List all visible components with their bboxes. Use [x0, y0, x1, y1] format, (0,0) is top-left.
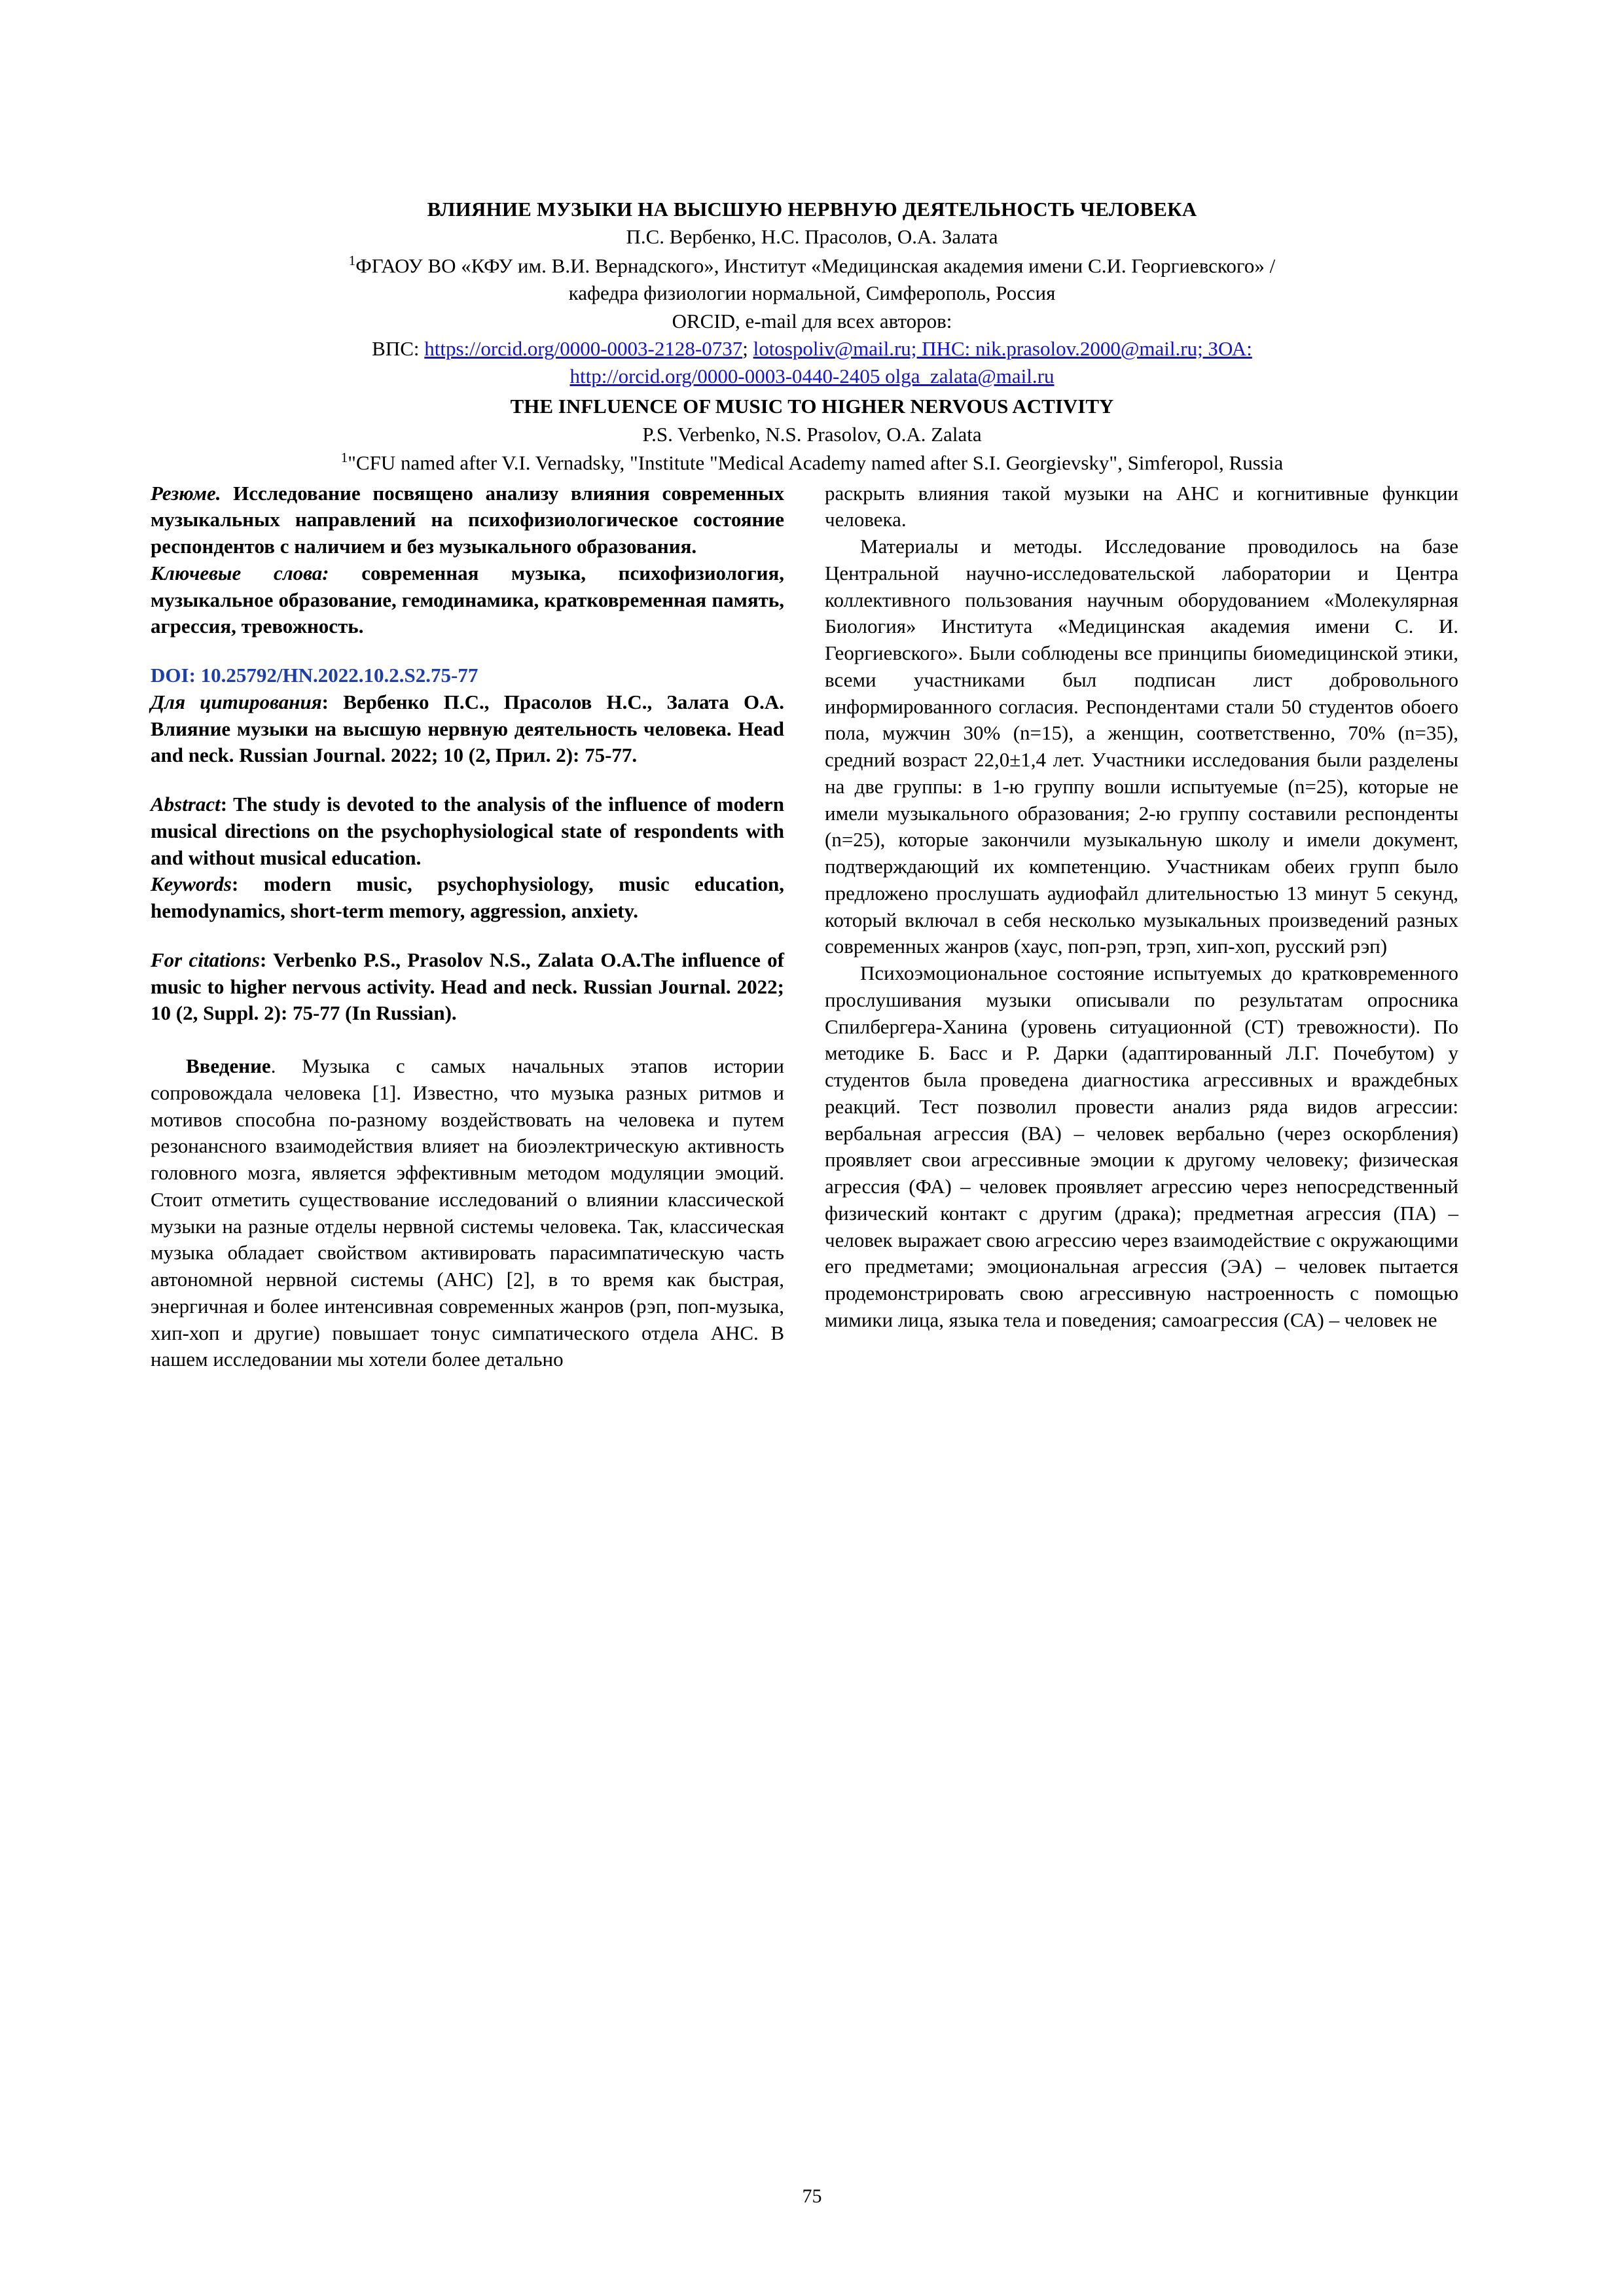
- keywords-ru-text: современная музыка, психофизиология, музыкальное образование, гемодинамика, кратковременная память, агрессия, тревожность.: [151, 561, 785, 638]
- two-column-body: [151, 480, 1473, 1374]
- right-paragraph-continuation: раскрыть влияния такой музыки на АНС и когнитивные функции человека.: [825, 481, 1458, 531]
- resume-label: Резюме.: [151, 481, 221, 505]
- affiliation-en-text: "CFU named after V.I. Vernadsky, "Institute "Medical Academy named after S.I. Georgievsky", Simferopol, Russia: [348, 451, 1284, 475]
- citation-ru-paragraph: [151, 689, 784, 769]
- citation-en-text: : Verbenko P.S., Prasolov N.S., Zalata O.A.The influence of music to higher nervous activity. Head and neck. Russian Journal. 2022; 10 (2, Suppl. 2): 75-77 (In Russian).: [151, 948, 784, 1025]
- right-column: [825, 480, 1458, 1334]
- affiliation-ru-line1: ФГАОУ ВО «КФУ им. В.И. Вернадского», Институт «Медицинская академия имени С.И. Георгиевского» /: [355, 253, 1276, 277]
- article-header: [151, 196, 1473, 476]
- page-number: 75: [802, 2185, 822, 2207]
- psychoemotional-paragraph: Психоэмоциональное состояние испытуемых до кратковременного прослушивания музыки описывали по результатам опросника Спилбергера-Ханина (уровень ситуационной (СТ) тревожности). По методике Б. Басс и Р. Дарки (адаптированный Л.Г. Почебутом) у студентов была проведена диагностика агрессивных и враждебных реакций. Тест позволил провести анализ ряда видов агрессии: вербальная агрессия (ВА) – человек вербально (через оскорбления) проявляет свои агрессивные эмоции к другому человеку; физическая агрессия (ФА) – человек проявляет агрессию через непосредственный физический контакт с другим (драка); предметная агрессия (ПА) – человек выражает свою агрессию через взаимодействие с окружающими его предметами; эмоциональная агрессия (ЭА) – человек пытается продемонстрировать свою агрессивную настроенность с помощью мимики лица, языка тела и поведения; самоагрессия (СА) – человек не: [825, 961, 1458, 1331]
- methods-label: Материалы и методы.: [860, 535, 1083, 558]
- spacer: [151, 640, 784, 662]
- keywords-ru-paragraph: [151, 560, 784, 640]
- resume-paragraph: [151, 480, 784, 560]
- orcid-separator: ;: [742, 336, 753, 360]
- orcid-label: ORCID, e-mail для всех авторов:: [672, 309, 952, 332]
- abstract-text: : The study is devoted to the analysis of the influence of modern musical directions on the psychophysiological state of respondents with and without musical education.: [151, 793, 784, 869]
- orcid-link-zalata[interactable]: http://orcid.org/0000-0003-0440-2405 olga_zalata@mail.ru: [569, 365, 1055, 388]
- email-links[interactable]: lotospoliv@mail.ru; ПНС: nik.prasolov.2000@mail.ru; ЗОА:: [753, 336, 1252, 360]
- affiliation-en-superscript: 1: [340, 450, 348, 465]
- orcid-prefix: ВПС:: [372, 336, 425, 360]
- page-title: ВЛИЯНИЕ МУЗЫКИ НА ВЫСШУЮ НЕРВНУЮ ДЕЯТЕЛЬНОСТЬ ЧЕЛОВЕКА: [427, 198, 1197, 221]
- resume-text: Исследование посвящено анализу влияния современных музыкальных направлений на психофизиологическое состояние респондентов с наличием и без музыкального образования.: [151, 481, 784, 558]
- affiliation-ru-line2: кафедра физиологии нормальной, Симферополь, Россия: [568, 281, 1056, 305]
- keywords-en-label: Keywords: [151, 872, 232, 896]
- spacer: [151, 925, 784, 947]
- citation-en-label: For citations: [151, 948, 261, 971]
- keywords-en-text: : modern music, psychophysiology, music education, hemodynamics, short-term memory, aggression, anxiety.: [151, 872, 784, 923]
- spacer: [151, 1027, 784, 1053]
- introduction-label: Введение: [186, 1054, 271, 1078]
- introduction-paragraph: [151, 1053, 784, 1373]
- methods-text: Исследование проводилось на базе Центральной научно-исследовательской лаборатории и Центра коллективного пользования научным оборудованием «Молекулярная Биология» Института «Медицинская академия имени С. И. Георгиевского». Были соблюдены все принципы биомедицинской этики, всеми участниками был подписан лист добровольного информированного согласия. Респондентами стали 50 студентов обоего пола, мужчин 30% (n=15), а женщин, соответственно, 70% (n=35), средний возраст 22,0±1,4 лет. Участники исследования были разделены на две группы: в 1-ю группу вошли испытуемые (n=25), которые не имели музыкального образования; 2-ю группу составили респонденты (n=25), которые закончили музыкальную школу и имели документ, подтверждающий их компетенцию. Участникам обеих групп было предложено прослушать аудиофайл длительностью 13 минут 5 секунд, который включал в себя несколько музыкальных произведений разных современных жанров (хаус, поп-рэп, трэп, хип-хоп, русский рэп): [825, 535, 1459, 958]
- methods-paragraph: [825, 533, 1458, 960]
- orcid-link-zalata-line: [151, 363, 1473, 389]
- keywords-en-paragraph: [151, 871, 784, 925]
- citation-ru-label: Для цитирования: [151, 690, 322, 713]
- citation-en-paragraph: [151, 947, 784, 1027]
- orcid-links: [151, 336, 1473, 362]
- affiliation-ru: [151, 252, 1473, 279]
- citation-ru-text: : Вербенко П.С., Прасолов Н.С., Залата О.А. Влияние музыки на высшую нервную деятельность человека. Head and neck. Russian Journal. 2022; 10 (2, Прил. 2): 75-77.: [151, 690, 785, 767]
- page-title-en: THE INFLUENCE OF MUSIC TO HIGHER NERVOUS ACTIVITY: [510, 395, 1114, 418]
- authors-ru: П.С. Вербенко, Н.С. Прасолов, О.А. Залата: [626, 225, 998, 249]
- orcid-link-verbenko[interactable]: https://orcid.org/0000-0003-2128-0737: [424, 336, 743, 360]
- abstract-label: Abstract: [151, 793, 221, 816]
- doi-line[interactable]: DOI: 10.25792/HN.2022.10.2.S2.75-77: [151, 664, 478, 687]
- spacer: [151, 769, 784, 791]
- introduction-text: . Музыка с самых начальных этапов истории сопровождала человека [1]. Известно, что музыка разных ритмов и мотивов способна по-разному воздействовать на человека и путем резонансного взаимодействия влияет на биоэлектрическую активность головного мозга, является эффективным методом модуляции эмоций. Стоит отметить существование исследований о влиянии классической музыки на разные отделы нервной системы человека. Так, классическая музыка обладает свойством активировать парасимпатическую часть автономной нервной системы (АНС) [2], в то время как быстрая, энергичная и более интенсивная современных жанров (рэп, поп-музыка, хип-хоп и другие) повышает тонус симпатического отдела АНС. В нашем исследовании мы хотели более детально: [151, 1054, 784, 1371]
- affiliation-ru-superscript: 1: [348, 252, 356, 268]
- keywords-ru-label: Ключевые слова:: [151, 561, 329, 584]
- abstract-paragraph: [151, 791, 784, 871]
- affiliation-en: [151, 449, 1473, 476]
- left-column: [151, 480, 784, 1374]
- authors-en: P.S. Verbenko, N.S. Prasolov, O.A. Zalata: [642, 422, 982, 446]
